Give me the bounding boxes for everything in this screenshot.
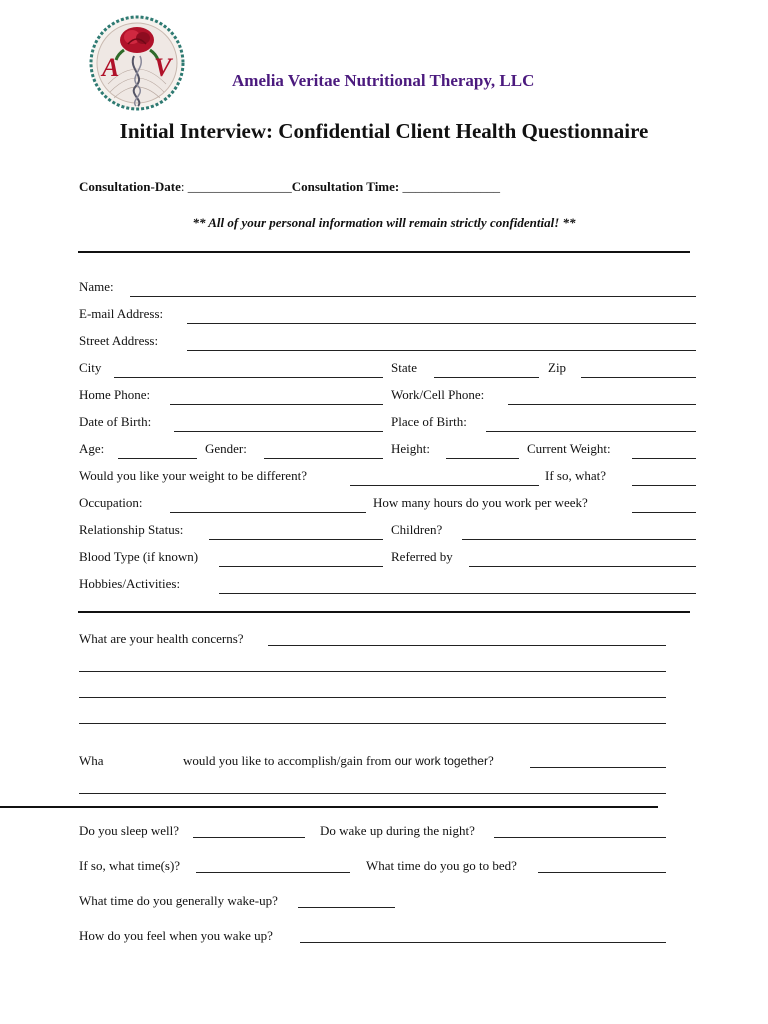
weight-different-field[interactable] (350, 485, 539, 486)
wake-time-label: What time do you generally wake-up? (79, 893, 278, 908)
section-divider-3 (0, 806, 658, 808)
if-so-what-label: If so, what? (545, 468, 607, 483)
logo-letter-a: A (102, 53, 120, 82)
children-field[interactable] (462, 539, 696, 540)
hours-label: How many hours do you work per week? (373, 495, 588, 510)
dob-label: Date of Birth: (79, 414, 152, 429)
accomplish-end: ? (487, 753, 494, 768)
referred-field[interactable] (469, 566, 696, 567)
relationship-field[interactable] (209, 539, 383, 540)
email-field[interactable] (187, 323, 696, 324)
feel-wake-field[interactable] (300, 942, 666, 943)
children-label: Children? (391, 522, 443, 537)
consult-time-label: Consultation Time: (291, 179, 400, 194)
bed-time-label: What time do you go to bed? (366, 858, 517, 873)
wake-time-field[interactable] (298, 907, 395, 908)
dob-field[interactable] (174, 431, 383, 432)
weight-different-label: Would you like your weight to be different? (79, 468, 307, 483)
blood-type-label: Blood Type (if known) (79, 549, 199, 564)
gender-field[interactable] (264, 458, 383, 459)
what-times-field[interactable] (196, 872, 350, 873)
hobbies-field[interactable] (219, 593, 696, 594)
occupation-field[interactable] (170, 512, 366, 513)
blood-type-field[interactable] (219, 566, 383, 567)
accomplish-text: would you like to accomplish/gain from (183, 753, 395, 768)
page-title: Initial Interview: Confidential Client Health Questionnaire (119, 119, 649, 143)
section-divider (78, 251, 690, 253)
name-field[interactable] (130, 296, 696, 297)
work-phone-field[interactable] (508, 404, 696, 405)
accomplish-label (183, 753, 494, 769)
name-label: Name: (79, 279, 114, 294)
gender-label: Gender: (205, 441, 247, 456)
city-field[interactable] (114, 377, 383, 378)
health-concerns-line[interactable] (79, 671, 666, 672)
company-logo (88, 14, 186, 112)
health-concerns-line[interactable] (79, 723, 666, 724)
feel-wake-label: How do you feel when you wake up? (79, 928, 273, 943)
consult-date-field[interactable]: ________________ (187, 179, 292, 194)
email-label: E-mail Address: (79, 306, 164, 321)
pob-field[interactable] (486, 431, 696, 432)
health-concerns-line[interactable] (79, 697, 666, 698)
sleep-well-label: Do you sleep well? (79, 823, 180, 838)
city-label: City (79, 360, 102, 375)
current-weight-field[interactable] (632, 458, 696, 459)
work-phone-label: Work/Cell Phone: (391, 387, 485, 402)
accomplish-bold-text: our work together (394, 754, 488, 768)
zip-field[interactable] (581, 377, 696, 378)
company-name: Amelia Veritae Nutritional Therapy, LLC (232, 71, 535, 90)
accomplish-label-start: Wha (79, 753, 104, 768)
consult-time-field[interactable]: _______________ (399, 179, 500, 194)
referred-label: Referred by (391, 549, 453, 564)
wake-night-field[interactable] (494, 837, 666, 838)
consult-date-label: Consultation-Date (79, 179, 181, 194)
street-field[interactable] (187, 350, 696, 351)
section-divider-2 (78, 611, 690, 613)
pob-label: Place of Birth: (391, 414, 467, 429)
hobbies-label: Hobbies/Activities: (79, 576, 181, 591)
height-label: Height: (391, 441, 430, 456)
occupation-label: Occupation: (79, 495, 143, 510)
accomplish-line[interactable] (79, 793, 666, 794)
rose-seal-icon (88, 14, 186, 112)
age-field[interactable] (118, 458, 197, 459)
relationship-label: Relationship Status: (79, 522, 184, 537)
bed-time-field[interactable] (538, 872, 666, 873)
home-phone-field[interactable] (170, 404, 383, 405)
hours-field[interactable] (632, 512, 696, 513)
zip-label: Zip (548, 360, 567, 375)
consult-date-colon: : (180, 179, 188, 194)
accomplish-field[interactable] (530, 767, 666, 768)
current-weight-label: Current Weight: (527, 441, 611, 456)
home-phone-label: Home Phone: (79, 387, 151, 402)
confidential-notice: ** All of your personal information will remain strictly confidential! ** (192, 215, 576, 230)
wake-night-label: Do wake up during the night? (320, 823, 475, 838)
sleep-well-field[interactable] (193, 837, 305, 838)
state-field[interactable] (434, 377, 539, 378)
height-field[interactable] (446, 458, 519, 459)
consultation-line (79, 179, 500, 195)
street-label: Street Address: (79, 333, 159, 348)
logo-letter-v: V (154, 53, 172, 82)
health-concerns-label: What are your health concerns? (79, 631, 244, 646)
state-label: State (391, 360, 417, 375)
if-so-what-field[interactable] (632, 485, 696, 486)
age-label: Age: (79, 441, 105, 456)
what-times-label: If so, what time(s)? (79, 858, 181, 873)
health-concerns-field[interactable] (268, 645, 666, 646)
